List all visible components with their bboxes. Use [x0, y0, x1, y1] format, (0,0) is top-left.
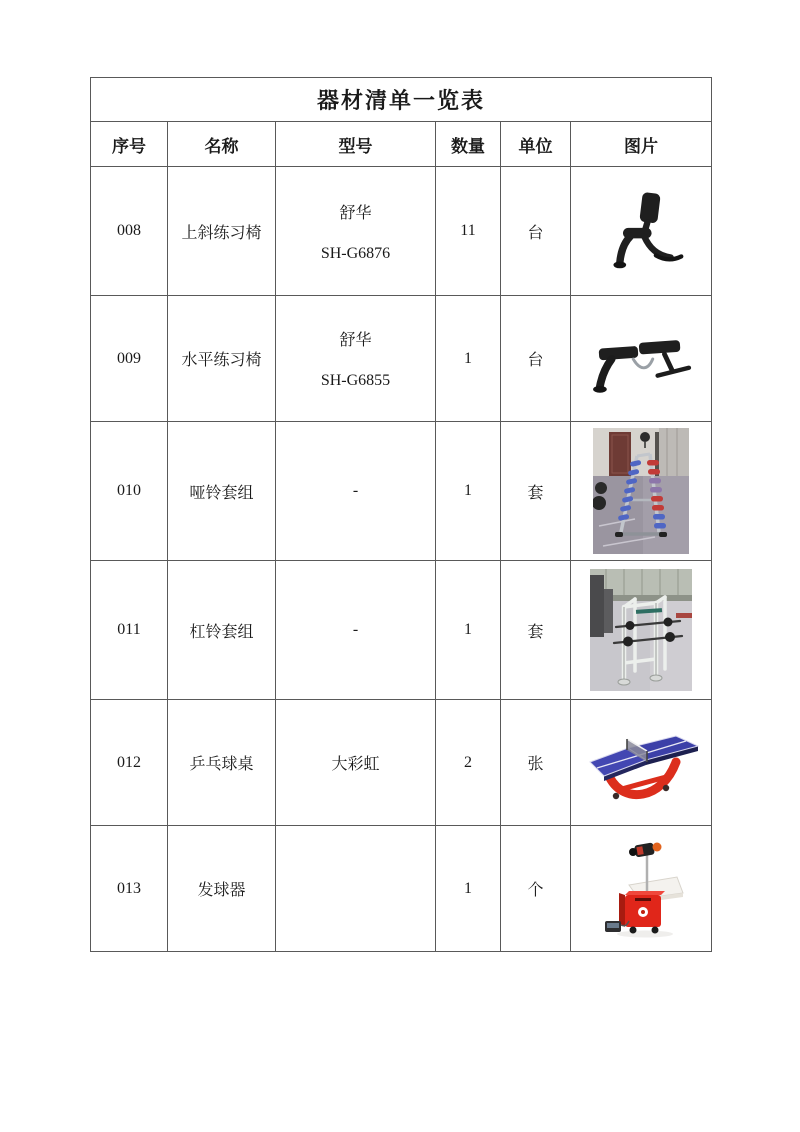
table-row	[91, 422, 712, 561]
table-row	[91, 826, 712, 952]
table-header-row	[91, 122, 712, 167]
ball-serving-machine-image	[595, 835, 687, 943]
model-line-brand: 舒华	[339, 332, 372, 349]
cell-unit: 套	[501, 422, 571, 561]
cell-serial: 008	[91, 167, 168, 296]
col-header-serial: 序号	[91, 122, 168, 167]
table-tennis-table-image	[582, 714, 700, 812]
cell-image	[571, 167, 712, 296]
cell-unit: 台	[501, 167, 571, 296]
incline-chair-image	[588, 178, 694, 284]
cell-model: 大彩虹	[276, 700, 436, 826]
cell-unit: 套	[501, 561, 571, 700]
cell-model: -	[276, 561, 436, 700]
cell-qty: 1	[436, 422, 501, 561]
cell-serial: 010	[91, 422, 168, 561]
cell-qty: 1	[436, 561, 501, 700]
cell-qty: 11	[436, 167, 501, 296]
cell-image	[571, 422, 712, 561]
dumbbell-rack-photo	[593, 428, 689, 554]
cell-serial: 013	[91, 826, 168, 952]
cell-image	[571, 296, 712, 422]
cell-unit: 台	[501, 296, 571, 422]
cell-unit: 张	[501, 700, 571, 826]
cell-image	[571, 826, 712, 952]
cell-qty: 1	[436, 296, 501, 422]
flat-bench-image	[582, 315, 700, 403]
col-header-image: 图片	[571, 122, 712, 167]
barbell-rack-photo	[590, 569, 692, 691]
cell-name: 上斜练习椅	[168, 167, 276, 296]
table-row	[91, 167, 712, 296]
model-line-brand: 舒华	[339, 204, 372, 222]
cell-serial: 012	[91, 700, 168, 826]
cell-qty: 1	[436, 826, 501, 952]
table-row	[91, 561, 712, 700]
col-header-qty: 数量	[436, 122, 501, 167]
cell-name: 杠铃套组	[168, 561, 276, 700]
equipment-list-table	[90, 77, 712, 952]
col-header-unit: 单位	[501, 122, 571, 167]
page-title: 器材清单一览表	[91, 78, 712, 122]
cell-image	[571, 561, 712, 700]
cell-name: 乒乓球桌	[168, 700, 276, 826]
cell-name: 水平练习椅	[168, 296, 276, 422]
col-header-name: 名称	[168, 122, 276, 167]
model-line-code: SH-G6876	[320, 244, 391, 262]
col-header-model: 型号	[276, 122, 436, 167]
cell-name: 哑铃套组	[168, 422, 276, 561]
cell-serial: 009	[91, 296, 168, 422]
cell-image	[571, 700, 712, 826]
cell-unit: 个	[501, 826, 571, 952]
cell-model	[276, 826, 436, 952]
cell-model: -	[276, 422, 436, 561]
cell-name: 发球器	[168, 826, 276, 952]
table-row	[91, 296, 712, 422]
model-line-code: SH-G6855	[320, 372, 391, 389]
table-title-row	[91, 78, 712, 122]
cell-model	[276, 296, 436, 422]
cell-qty: 2	[436, 700, 501, 826]
table-row	[91, 700, 712, 826]
cell-serial: 011	[91, 561, 168, 700]
cell-model	[276, 167, 436, 296]
